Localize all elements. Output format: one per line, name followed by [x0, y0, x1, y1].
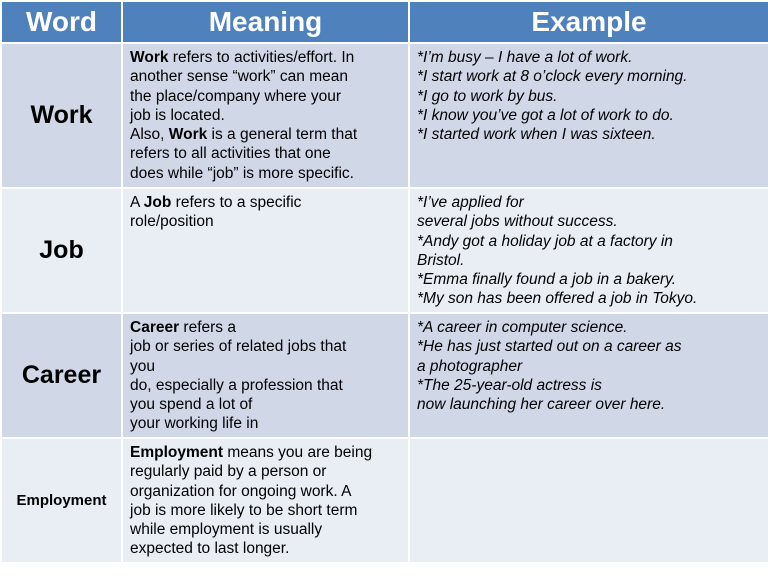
word-cell: Employment [1, 438, 122, 563]
row-work [1, 43, 768, 188]
example-line: Bristol. [417, 251, 465, 269]
meaning-line: Employment means you are being [130, 444, 373, 461]
example-line: *I know you’ve got a lot of work to do. [417, 106, 674, 124]
term-bold: Work [168, 126, 208, 144]
meaning-line: regularly paid by a person or [130, 463, 327, 481]
example-line: several jobs without success. [417, 213, 618, 231]
row-employment [1, 438, 768, 563]
header-example: Example [409, 1, 768, 43]
term-bold: Employment [130, 444, 224, 461]
meaning-line: Work refers to activities/effort. In [130, 49, 355, 66]
meaning-line: does while “job” is more specific. [130, 164, 354, 182]
meaning-line: another sense “work” can mean [130, 68, 348, 86]
example-line: *He has just started out on a career as [417, 338, 682, 356]
example-cell [409, 43, 768, 188]
meaning-line: do, especially a profession that [130, 376, 343, 394]
example-line: *A career in computer science. [417, 319, 628, 336]
header-row [1, 1, 768, 43]
meaning-line: job is located. [130, 106, 225, 124]
example-line: *I’ve applied for [417, 194, 524, 211]
header-word: Word [1, 1, 122, 43]
meaning-line: Career refers a [130, 319, 236, 336]
meaning-line: job is more likely to be short term [130, 501, 358, 519]
meaning-line: organization for ongoing work. A [130, 482, 352, 500]
example-line: *My son has been offered a job in Tokyo. [417, 290, 698, 308]
example-line: *I’m busy – I have a lot of work. [417, 49, 633, 66]
term-bold: Job [143, 194, 172, 211]
meaning-line: while employment is usually [130, 521, 323, 539]
meaning-line: you spend a lot of [130, 396, 253, 414]
example-cell [409, 188, 768, 313]
example-cell [409, 313, 768, 438]
meaning-cell [122, 43, 409, 188]
meaning-line: A Job refers to a specific [130, 194, 302, 211]
meaning-cell [122, 313, 409, 438]
row-job [1, 188, 768, 313]
word-cell: Career [1, 313, 122, 438]
example-line: *The 25-year-old actress is [417, 376, 602, 394]
meaning-line: you [130, 357, 155, 375]
word-cell: Job [1, 188, 122, 313]
example-line: now launching her career over here. [417, 396, 666, 414]
row-career [1, 313, 768, 438]
example-line: *I start work at 8 o’clock every morning. [417, 68, 688, 86]
example-line: a photographer [417, 357, 523, 375]
meaning-cell [122, 188, 409, 313]
meaning-line: expected to last longer. [130, 540, 290, 558]
example-cell [409, 438, 768, 563]
meaning-line: refers to all activities that one [130, 145, 331, 163]
word-cell: Work [1, 43, 122, 188]
meaning-line: job or series of related jobs that [130, 338, 347, 356]
meaning-line: your working life in [130, 415, 259, 433]
example-line: *I go to work by bus. [417, 87, 558, 105]
meaning-cell [122, 438, 409, 563]
term-bold: Career [130, 319, 180, 336]
meaning-line: role/position [130, 213, 214, 231]
header-meaning: Meaning [122, 1, 409, 43]
example-line: *Emma finally found a job in a bakery. [417, 271, 677, 289]
meaning-line: the place/company where your [130, 87, 342, 105]
example-line: *Andy got a holiday job at a factory in [417, 232, 673, 250]
example-line: *I started work when I was sixteen. [417, 126, 656, 144]
term-bold: Work [130, 49, 169, 66]
meaning-line: Also, Work is a general term that [130, 126, 358, 144]
